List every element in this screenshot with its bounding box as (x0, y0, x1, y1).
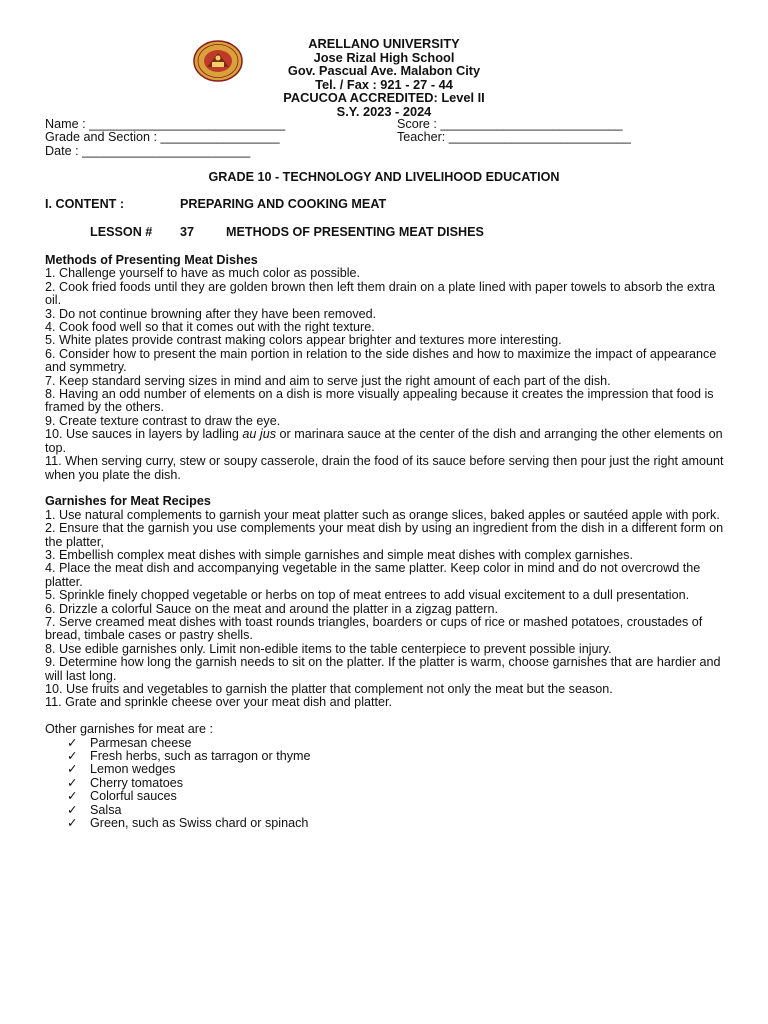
lesson-number: 37 (180, 225, 195, 239)
methods-item: 3. Do not continue browning after they have been removed. (45, 306, 377, 321)
methods-item: 9. Create texture contrast to draw the eye. (45, 413, 281, 428)
checkmark-icon: ✓ (67, 735, 78, 750)
lesson-body (45, 254, 725, 830)
list-item: ✓ Fresh herbs, such as tarragon or thyme (67, 749, 311, 763)
lesson-title: METHODS OF PRESENTING MEAT DISHES (226, 225, 484, 239)
checkmark-icon: ✓ (67, 802, 78, 817)
content-label: I. CONTENT : (45, 197, 125, 211)
other-garnishes-intro: Other garnishes for meat are : (45, 722, 213, 737)
garnish-item: 9. Determine how long the garnish needs to sit on the platter. If the platter is warm, choose garnishes that are hardier and will last long. (45, 655, 721, 683)
list-item: ✓ Salsa (67, 802, 122, 817)
course-title: GRADE 10 - TECHNOLOGY AND LIVELIHOOD EDUCATION (208, 170, 560, 184)
garnish-item: 11. Grate and sprinkle cheese over your meat dish and platter. (45, 695, 392, 710)
list-item: ✓ Lemon wedges (67, 762, 176, 777)
methods-item-10-start: 10. Use sauces in layers by ladling (45, 427, 243, 442)
name-field[interactable]: Name : ____________________________ (45, 117, 286, 131)
garnish-item: 1. Use natural complements to garnish your meat platter such as orange slices, baked apples or sautéed apple with pork. (45, 507, 720, 522)
school-year: S.Y. 2023 - 2024 (336, 103, 432, 119)
garnish-item: 2. Ensure that the garnish you use complements your meat dish by using an ingredient from the dish in a different form on the platter, (45, 521, 724, 549)
methods-item: 7. Keep standard serving sizes in mind and aim to serve just the right amount of each part of the dish. (45, 373, 611, 388)
lesson-label: LESSON # (90, 225, 153, 239)
garnish-item: 3. Embellish complex meat dishes with simple garnishes and simple meat dishes with complex garnishes. (45, 547, 633, 562)
checkmark-icon: ✓ (67, 762, 78, 777)
garnish-item: 5. Sprinkle finely chopped vegetable or herbs on top of meat entrees to add visual excitement to a dull presentation. (45, 588, 690, 603)
school-telephone: Tel. / Fax : 921 - 27 - 44 (315, 76, 453, 92)
list-item: ✓ Parmesan cheese (67, 735, 192, 750)
garnish-item: 10. Use fruits and vegetables to garnish the platter that complement not only the meat but the season. (45, 681, 613, 696)
methods-item: 11. When serving curry, stew or soupy casserole, drain the food of its sauce before serving then pour just the right amount when you plate the dish. (45, 454, 724, 482)
student-info-fields (45, 118, 735, 158)
content-value: PREPARING AND COOKING MEAT (180, 197, 387, 211)
methods-item: 6. Consider how to present the main portion in relation to the side dishes and how to maximize the impact of appearance and symmetry. (45, 346, 717, 375)
school-address: Gov. Pascual Ave. Malabon City (287, 63, 481, 78)
checkmark-icon: ✓ (67, 775, 78, 790)
methods-item: 5. White plates provide contrast making colors appear brighter and textures more interesting. (45, 333, 562, 348)
garnishes-heading: Garnishes for Meat Recipes (45, 494, 211, 509)
au-jus-italic: au jus (242, 427, 277, 442)
garnish-item: 8. Use edible garnishes only. Limit non-edible items to the table centerpiece to prevent possible injury. (45, 641, 612, 656)
methods-item: 4. Cook food well so that it comes out with the right texture. (45, 320, 375, 335)
lesson-line (90, 225, 484, 239)
university-seal-logo (193, 40, 243, 82)
methods-item (45, 428, 725, 455)
accreditation: PACUCOA ACCREDITED: Level II (283, 90, 485, 105)
methods-item: 2. Cook fried foods until they are golden brown then left them drain on a plate lined with paper towels to absorb the extra oil. (45, 279, 715, 308)
school-name: Jose Rizal High School (313, 49, 455, 65)
other-garnishes-list (45, 737, 725, 831)
list-item: ✓ Colorful sauces (67, 789, 177, 804)
garnish-item: 7. Serve creamed meat dishes with toast rounds triangles, boarders or cups of rice or mashed potatoes, croustades of bread, timbale cases or pastry shells. (45, 614, 703, 643)
university-name: ARELLANO UNIVERSITY (308, 36, 460, 51)
grade-section-field[interactable]: Grade and Section : _________________ (45, 130, 280, 145)
garnish-item: 4. Place the meat dish and accompanying vegetable in the same platter. Keep color in mind and do not overcrowd the platter. (45, 561, 701, 589)
methods-item-10-end: or marinara sauce at the center of the dish and arranging the other elements on top. (45, 427, 723, 455)
methods-item: 1. Challenge yourself to have as much color as possible. (45, 266, 361, 281)
checkmark-icon: ✓ (67, 749, 78, 763)
checkmark-icon: ✓ (67, 816, 78, 831)
school-header (240, 37, 528, 118)
content-line (45, 197, 387, 211)
teacher-field[interactable]: Teacher: __________________________ (397, 130, 631, 145)
methods-item: 8. Having an odd number of elements on a dish is more visually appealing because it creates the impression that food is framed by the others. (45, 387, 714, 415)
methods-heading: Methods of Presenting Meat Dishes (45, 253, 258, 267)
list-item: ✓ Green, such as Swiss chard or spinach (67, 816, 309, 831)
garnish-item: 6. Drizzle a colorful Sauce on the meat and around the platter in a zigzag pattern. (45, 601, 498, 616)
score-field[interactable]: Score : __________________________ (397, 117, 623, 131)
checkmark-icon: ✓ (67, 789, 78, 804)
date-field[interactable]: Date : ________________________ (45, 143, 251, 158)
list-item: ✓ Cherry tomatoes (67, 775, 184, 790)
